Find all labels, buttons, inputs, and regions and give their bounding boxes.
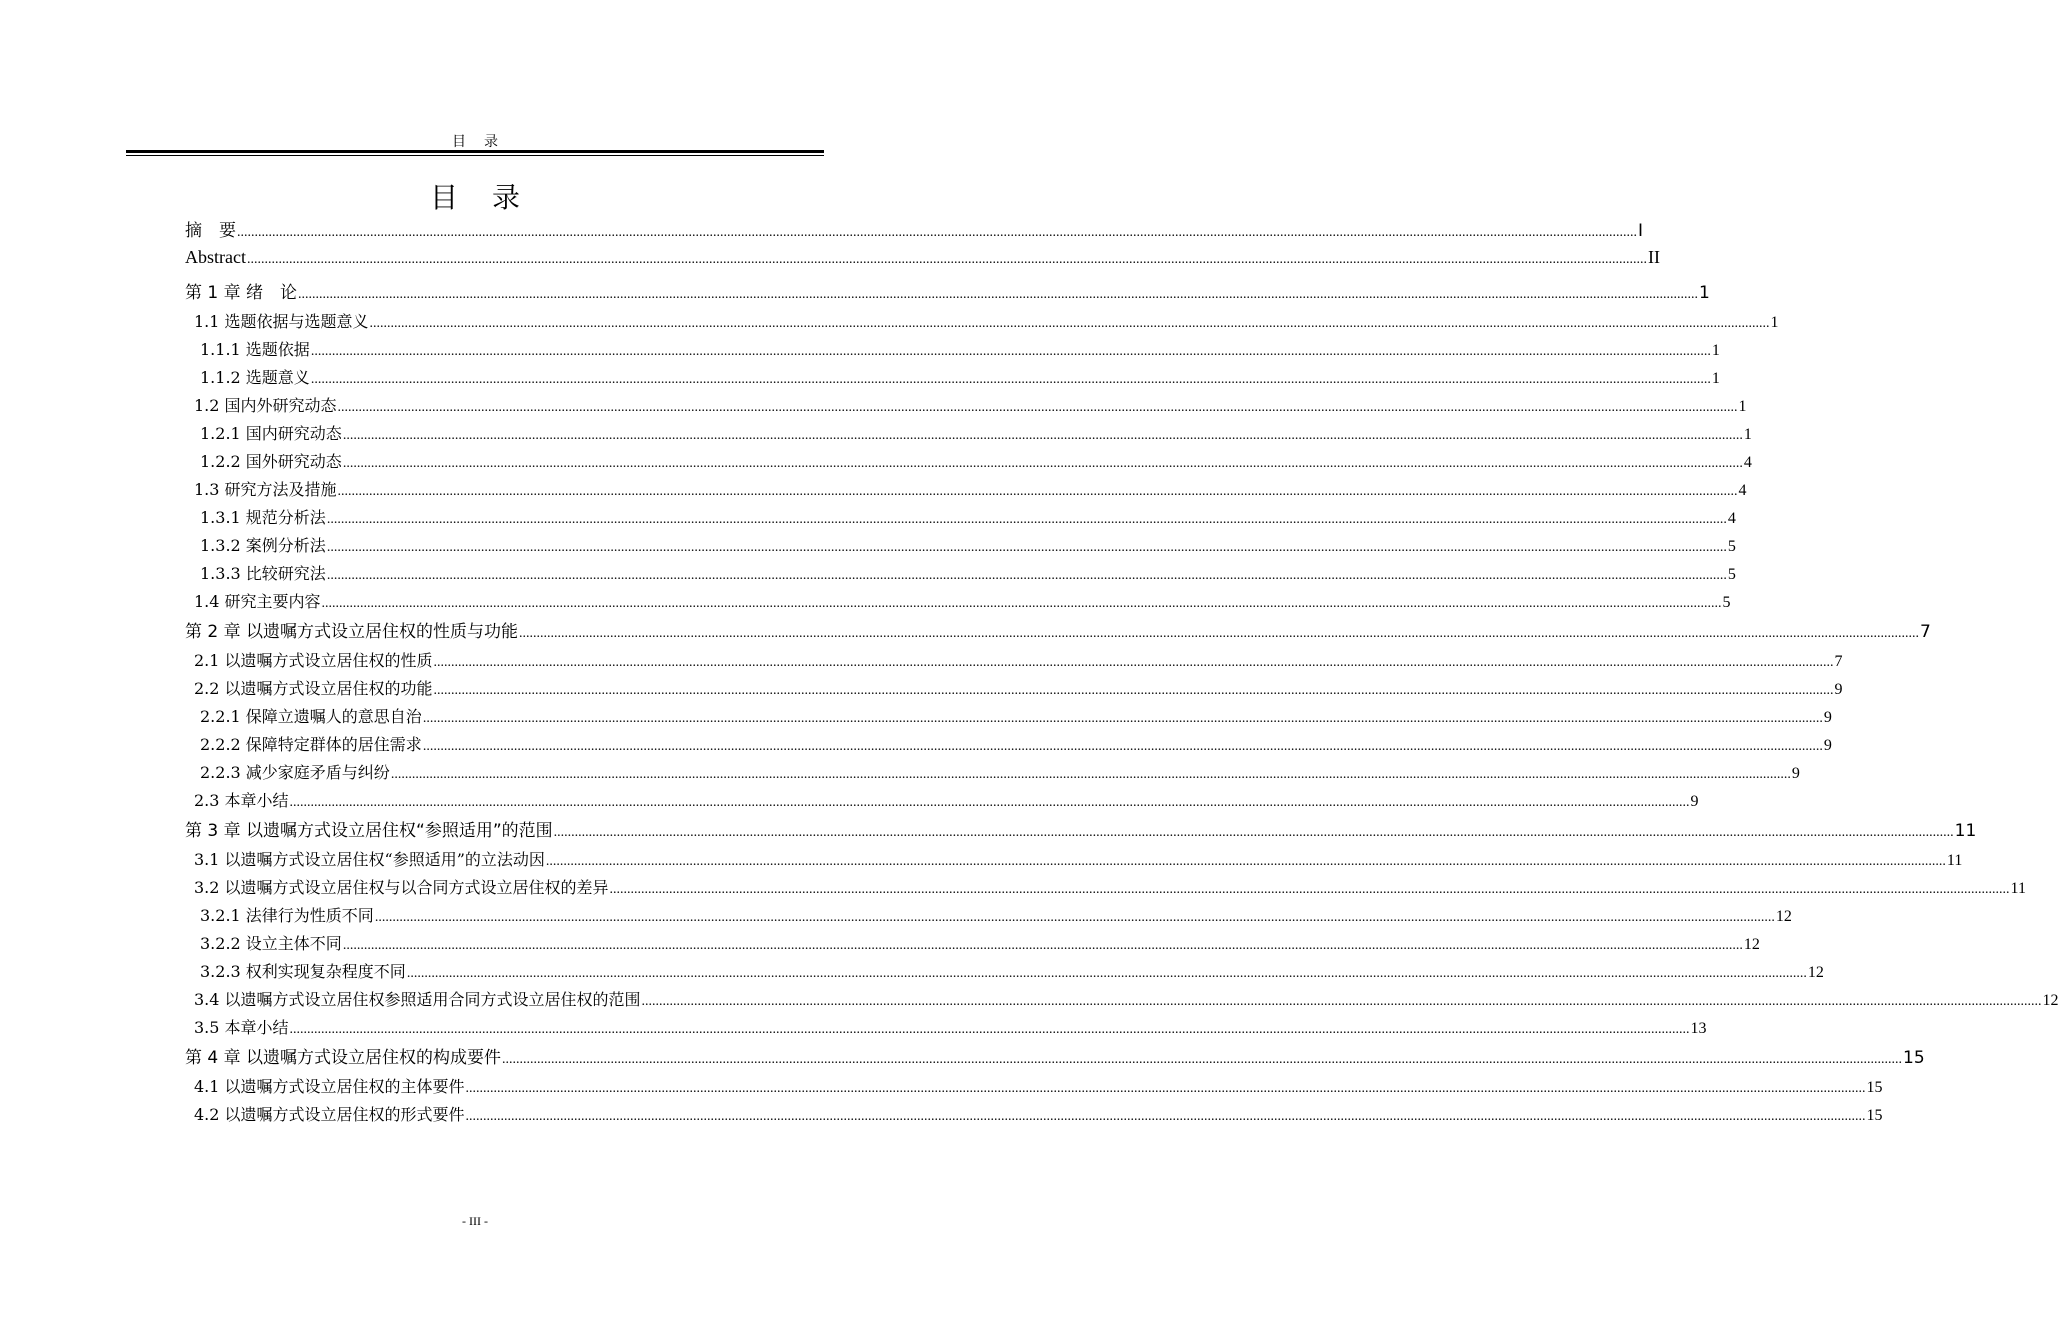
toc-entry[interactable] xyxy=(185,1015,1707,1043)
toc-entry-page: 11 xyxy=(1954,821,1977,841)
toc-entry-label: 2.2 以遗嘱方式设立居住权的功能 xyxy=(194,679,433,698)
toc-entry-label: 1.3.2 案例分析法 xyxy=(200,536,326,555)
toc-dot-leader: ................................................................................................................................................................................................................................................................................................................................................................................................................ xyxy=(390,767,1791,782)
toc-entry-label: 第 1 章 绪 论 xyxy=(185,283,298,303)
toc-dot-leader: ................................................................................................................................................................................................................................................................................................................................................................................................................ xyxy=(289,1022,1690,1037)
toc-entry-page: 7 xyxy=(1834,653,1843,670)
toc-entry[interactable] xyxy=(185,648,1843,676)
toc-entry-label: 1.3.1 规范分析法 xyxy=(200,508,326,527)
toc-entry[interactable] xyxy=(185,421,1752,449)
toc-dot-leader: ................................................................................................................................................................................................................................................................................................................................................................................................................ xyxy=(374,910,1775,925)
toc-dot-leader: ................................................................................................................................................................................................................................................................................................................................................................................................................ xyxy=(342,938,1743,953)
toc-entry[interactable] xyxy=(185,931,1760,959)
toc-dot-leader: ................................................................................................................................................................................................................................................................................................................................................................................................................ xyxy=(326,512,1727,527)
toc-entry-page: 12 xyxy=(1743,936,1760,953)
toc-entry-page: 13 xyxy=(1690,1020,1707,1037)
toc-entry-page: 5 xyxy=(1722,594,1731,611)
toc-entry-label: 2.2.3 减少家庭矛盾与纠纷 xyxy=(200,763,390,782)
toc-dot-leader: ................................................................................................................................................................................................................................................................................................................................................................................................................ xyxy=(406,966,1807,981)
toc-dot-leader: ................................................................................................................................................................................................................................................................................................................................................................................................................ xyxy=(545,854,1946,869)
toc-dot-leader: ................................................................................................................................................................................................................................................................................................................................................................................................................ xyxy=(310,372,1711,387)
toc-entry[interactable] xyxy=(185,393,1747,421)
toc-dot-leader: ................................................................................................................................................................................................................................................................................................................................................................................................................ xyxy=(337,400,1738,415)
toc-entry-page: 9 xyxy=(1690,793,1699,810)
toc-entry-page: 4 xyxy=(1738,482,1747,499)
toc-dot-leader: ................................................................................................................................................................................................................................................................................................................................................................................................................ xyxy=(326,568,1727,583)
toc-entry[interactable] xyxy=(185,760,1800,788)
toc-entry[interactable] xyxy=(185,337,1720,365)
toc-entry-label: 1.3 研究方法及措施 xyxy=(194,480,337,499)
toc-entry-label: 1.3.3 比较研究法 xyxy=(200,564,326,583)
toc-entry[interactable] xyxy=(185,732,1832,760)
toc-dot-leader: ................................................................................................................................................................................................................................................................................................................................................................................................................ xyxy=(342,428,1743,443)
toc-entry[interactable] xyxy=(185,216,1644,247)
toc-entry[interactable] xyxy=(185,449,1752,477)
toc-entry-page: 1 xyxy=(1711,370,1720,387)
toc-entry-page: 9 xyxy=(1791,765,1800,782)
toc-dot-leader: ................................................................................................................................................................................................................................................................................................................................................................................................................ xyxy=(342,456,1743,471)
toc-entry-label: 3.1 以遗嘱方式设立居住权“参照适用”的立法动因 xyxy=(194,850,545,869)
toc-dot-leader: ................................................................................................................................................................................................................................................................................................................................................................................................................ xyxy=(609,882,2010,897)
toc-dot-leader: ................................................................................................................................................................................................................................................................................................................................................................................................................ xyxy=(433,655,1834,670)
toc-entry-page: 1 xyxy=(1770,314,1779,331)
toc-entry-page: 15 xyxy=(1903,1048,1925,1068)
toc-entry-page: 15 xyxy=(1866,1107,1883,1124)
toc-entry-label: 摘 要 xyxy=(185,221,236,241)
toc-entry-label: 1.1.1 选题依据 xyxy=(200,340,310,359)
toc-entry[interactable] xyxy=(185,959,1824,987)
toc-dot-leader: ................................................................................................................................................................................................................................................................................................................................................................................................................ xyxy=(237,225,1637,240)
toc-dot-leader: ................................................................................................................................................................................................................................................................................................................................................................................................................ xyxy=(326,540,1727,555)
toc-entry-label: 第 2 章 以遗嘱方式设立居住权的性质与功能 xyxy=(185,622,519,642)
toc-entry-label: 1.1.2 选题意义 xyxy=(200,368,310,387)
toc-entry[interactable] xyxy=(185,788,1699,816)
toc-dot-leader: ................................................................................................................................................................................................................................................................................................................................................................................................................ xyxy=(337,484,1738,499)
toc-entry-page: 12 xyxy=(2042,992,2059,1009)
toc-entry[interactable] xyxy=(185,1102,1883,1130)
toc-title: 目录 xyxy=(429,181,554,214)
header-rule-thick xyxy=(126,150,824,153)
toc-dot-leader: ................................................................................................................................................................................................................................................................................................................................................................................................................ xyxy=(465,1109,1866,1124)
toc-entry[interactable] xyxy=(185,533,1736,561)
toc-entry[interactable] xyxy=(185,365,1720,393)
toc-entry[interactable] xyxy=(185,247,1660,278)
toc-entry-page: 7 xyxy=(1920,622,1931,642)
toc-entry-label: 1.2 国内外研究动态 xyxy=(194,396,337,415)
toc-entry-page: 11 xyxy=(1946,852,1963,869)
toc-dot-leader: ................................................................................................................................................................................................................................................................................................................................................................................................................ xyxy=(321,596,1722,611)
toc-entry-page: 5 xyxy=(1727,566,1736,583)
toc-entry-page: 9 xyxy=(1823,709,1832,726)
toc-entry-page: 5 xyxy=(1727,538,1736,555)
toc-entry-label: 2.2.1 保障立遗嘱人的意思自治 xyxy=(200,707,422,726)
toc-entry[interactable] xyxy=(185,589,1731,617)
toc-entry[interactable] xyxy=(185,847,1963,875)
toc-entry-label: 2.1 以遗嘱方式设立居住权的性质 xyxy=(194,651,433,670)
toc-entry-label: 3.5 本章小结 xyxy=(194,1018,289,1037)
toc-entry[interactable] xyxy=(185,987,2059,1015)
toc-entry-page: II xyxy=(1647,247,1660,267)
toc-entry-label: 3.2.2 设立主体不同 xyxy=(200,934,342,953)
toc-entry[interactable] xyxy=(185,617,1931,648)
toc-entry[interactable] xyxy=(185,903,1792,931)
toc-entry-label: 2.3 本章小结 xyxy=(194,791,289,810)
toc-entry-page: I xyxy=(1638,221,1644,241)
toc-entry-label: 4.1 以遗嘱方式设立居住权的主体要件 xyxy=(194,1077,465,1096)
toc-entry-page: 1 xyxy=(1711,342,1720,359)
toc-entry[interactable] xyxy=(185,505,1736,533)
toc-entry-label: 1.4 研究主要内容 xyxy=(194,592,321,611)
toc-entry[interactable] xyxy=(185,477,1747,505)
table-of-contents xyxy=(185,216,2059,1130)
toc-entry-label: 3.2.1 法律行为性质不同 xyxy=(200,906,374,925)
toc-dot-leader: ................................................................................................................................................................................................................................................................................................................................................................................................................ xyxy=(369,316,1770,331)
toc-entry-label: 1.2.1 国内研究动态 xyxy=(200,424,342,443)
toc-entry-label: 4.2 以遗嘱方式设立居住权的形式要件 xyxy=(194,1105,465,1124)
running-header: 目录 xyxy=(452,134,516,150)
toc-entry[interactable] xyxy=(185,1074,1883,1102)
toc-entry-label: 2.2.2 保障特定群体的居住需求 xyxy=(200,735,422,754)
toc-entry-page: 11 xyxy=(2010,880,2026,897)
toc-entry-page: 1 xyxy=(1743,426,1752,443)
toc-entry-label: 3.4 以遗嘱方式设立居住权参照适用合同方式设立居住权的范围 xyxy=(194,990,641,1009)
toc-dot-leader: ................................................................................................................................................................................................................................................................................................................................................................................................................ xyxy=(310,344,1711,359)
toc-entry-page: 9 xyxy=(1834,681,1843,698)
toc-dot-leader: ................................................................................................................................................................................................................................................................................................................................................................................................................ xyxy=(298,287,1699,302)
toc-entry[interactable] xyxy=(185,278,1710,309)
toc-entry-page: 4 xyxy=(1727,510,1736,527)
toc-dot-leader: ................................................................................................................................................................................................................................................................................................................................................................................................................ xyxy=(289,795,1690,810)
toc-entry-page: 15 xyxy=(1866,1079,1883,1096)
header-rule-thin xyxy=(126,155,824,156)
toc-entry[interactable] xyxy=(185,704,1832,732)
toc-entry-page: 12 xyxy=(1807,964,1824,981)
toc-entry-label: 第 3 章 以遗嘱方式设立居住权“参照适用”的范围 xyxy=(185,821,553,841)
toc-dot-leader: ................................................................................................................................................................................................................................................................................................................................................................................................................ xyxy=(422,739,1823,754)
toc-dot-leader: ................................................................................................................................................................................................................................................................................................................................................................................................................ xyxy=(433,683,1834,698)
toc-entry-page: 4 xyxy=(1743,454,1752,471)
toc-entry-page: 1 xyxy=(1738,398,1747,415)
toc-dot-leader: ................................................................................................................................................................................................................................................................................................................................................................................................................ xyxy=(502,1052,1903,1067)
toc-entry[interactable] xyxy=(185,309,1779,337)
toc-entry-label: 第 4 章 以遗嘱方式设立居住权的构成要件 xyxy=(185,1048,502,1068)
page-number: - III - xyxy=(462,1214,488,1228)
toc-entry[interactable] xyxy=(185,676,1843,704)
toc-entry[interactable] xyxy=(185,1043,1925,1074)
toc-entry[interactable] xyxy=(185,816,1977,847)
toc-dot-leader: ................................................................................................................................................................................................................................................................................................................................................................................................................ xyxy=(422,711,1823,726)
toc-entry-label: 1.2.2 国外研究动态 xyxy=(200,452,342,471)
toc-entry-label: 3.2 以遗嘱方式设立居住权与以合同方式设立居住权的差异 xyxy=(194,878,609,897)
toc-entry-page: 12 xyxy=(1775,908,1792,925)
toc-dot-leader: ................................................................................................................................................................................................................................................................................................................................................................................................................ xyxy=(553,825,1954,840)
toc-dot-leader: ................................................................................................................................................................................................................................................................................................................................................................................................................ xyxy=(246,252,1647,267)
toc-entry-label: Abstract xyxy=(185,247,246,267)
toc-entry[interactable] xyxy=(185,561,1736,589)
toc-entry-label: 1.1 选题依据与选题意义 xyxy=(194,312,369,331)
toc-dot-leader: ................................................................................................................................................................................................................................................................................................................................................................................................................ xyxy=(465,1081,1866,1096)
toc-entry[interactable] xyxy=(185,875,2026,903)
toc-entry-label: 3.2.3 权利实现复杂程度不同 xyxy=(200,962,406,981)
toc-entry-page: 1 xyxy=(1699,283,1710,303)
toc-entry-page: 9 xyxy=(1823,737,1832,754)
toc-dot-leader: ................................................................................................................................................................................................................................................................................................................................................................................................................ xyxy=(641,994,2042,1009)
toc-dot-leader: ................................................................................................................................................................................................................................................................................................................................................................................................................ xyxy=(519,626,1920,641)
